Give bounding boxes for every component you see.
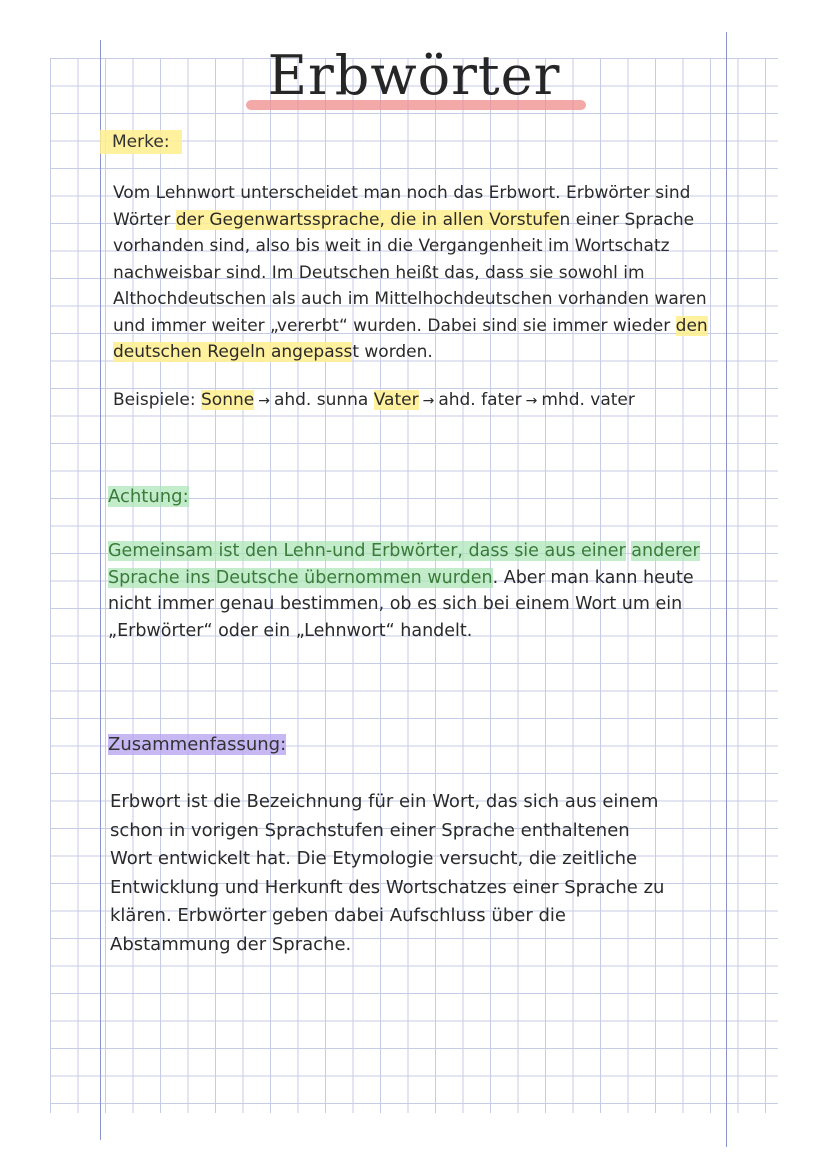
achtung-heading xyxy=(108,486,189,507)
example-word-vater: Vater xyxy=(373,390,419,410)
example-mhd-vater: mhd. vater xyxy=(541,390,635,410)
achtung-highlight-2: anderer Sprache ins Deutsche übernommen wurden xyxy=(108,541,700,588)
example-word-sonne: Sonne xyxy=(201,390,255,410)
merke-highlight-2: den deutschen Regeln angepass xyxy=(113,315,708,362)
zusammenfassung-paragraph: Erbwort ist die Bezeichnung für ein Wort, das sich aus einem schon in vorigen Sprachstufen einer Sprache enthaltenen Wort entwickelt hat. Die Etymologie versucht, die zeitliche Entwicklung und Herkunft des Wortschatzes einer Sprache zu klären. Erbwörter geben dabei Aufschluss über die Abstammung der Sprache. xyxy=(110,791,665,955)
merke-text-3: t worden. xyxy=(352,342,433,362)
achtung-paragraph xyxy=(108,538,708,644)
merke-text-1: Vom Lehnwort unterscheidet man noch das Erbwort. Erbwörter sind Wörter xyxy=(113,183,691,230)
zusammenfassung-heading xyxy=(108,734,286,755)
page-title: Erbwörter xyxy=(267,44,561,107)
merke-text-2: n einer Sprache vorhanden sind, also bis weit in die Vergangenheit im Wortschatz nachweisbar sind. Im Deutschen heißt das, dass sie sowohl im Althochdeutschen als auch im Mittelhochdeutschen vorhanden waren und immer weiter „vererbt“ wurden. Dabei sind sie immer wieder xyxy=(113,209,707,336)
achtung-highlight-1: Gemeinsam ist den Lehn-und Erbwörter, dass sie aus einer xyxy=(108,541,626,561)
merke-heading-text: Merke: xyxy=(100,130,182,154)
example-ahd-fater: ahd. fater xyxy=(438,390,522,410)
merke-highlight-1: der Gegenwartssprache, die in allen Vorstufe xyxy=(175,209,560,230)
examples-line xyxy=(113,390,635,410)
zusammenfassung-heading-text: Zusammenfassung: xyxy=(108,734,287,755)
arrow-icon: → xyxy=(258,393,270,409)
arrow-icon: → xyxy=(525,393,538,409)
examples-label: Beispiele: xyxy=(113,390,196,410)
left-margin-line xyxy=(100,40,101,1140)
achtung-heading-text: Achtung: xyxy=(108,486,189,507)
achtung-text-1: . Aber man kann heute nicht immer genau bestimmen, ob es sich bei einem Wort um ein „Erbwörter“ oder ein „Lehnwort“ handelt. xyxy=(108,567,694,641)
merke-heading xyxy=(100,132,182,152)
example-ahd-sunna: ahd. sunna xyxy=(273,390,369,410)
right-margin-line xyxy=(726,32,727,1147)
arrow-icon: → xyxy=(422,393,435,409)
merke-paragraph xyxy=(113,180,713,366)
